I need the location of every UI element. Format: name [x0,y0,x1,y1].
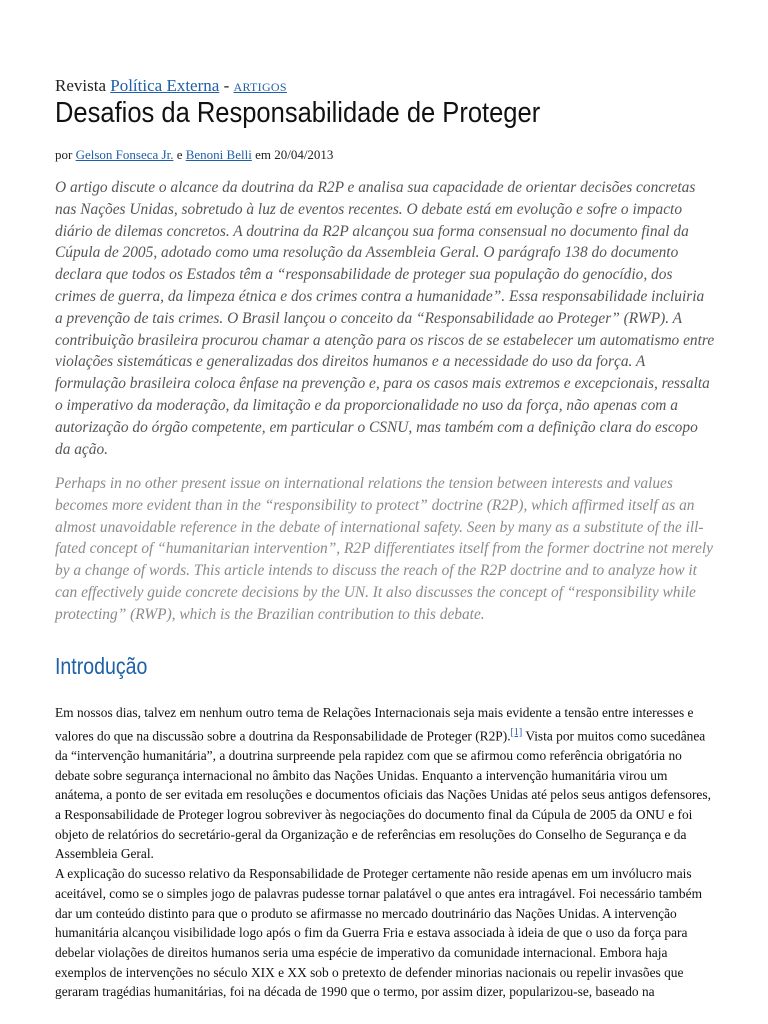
article-title: Desafios da Responsabilidade de Proteger [55,97,541,129]
section-heading-introduction: Introdução [55,653,148,679]
publish-date: em 20/04/2013 [255,147,334,162]
and-label: e [176,147,183,162]
abstract-english: Perhaps in no other present issue on international relations the tension between interests and values becomes more evident than in the “responsibility to protect” doctrine (R2P), which affirmed itself as an almost unavoidable reference in the debate of international safety. Seen by many as a substitute of the ill-fated concept of “humanitarian intervention”, R2P differentiates itself from the former doctrine not merely by a change of words. This article intends to discuss the reach of the R2P doctrine and to analyze how it can effectively guide concrete decisions by the UN. It also discusses the concept of “responsibility while protecting” (RWP), which is the Brazilian contribution to this debate. [55,475,714,623]
separator: - [223,76,230,95]
paragraph-1-text-b: Vista por muitos como sucedânea da “intervenção humanitária”, a doutrina surpreende pela rapidez com que se afirmou como referência obrigatória no debate sobre segurança internacional no âmbito das Nações Unidas. Enquanto a intervenção humanitária virou um anátema, a ponto de ser evitada em resoluções e documentos oficiais das Nações Unidas até pelos seus antigos defensores, a Responsabilidade de Proteger logrou sobreviver às negociações do documento final da Cúpula de 2005 da ONU e foi objeto de relatórios do secretário-geral da Organização e de referências em resoluções do Conselho de Segurança e da Assembleia Geral. [55,728,711,862]
publication-line [55,76,287,96]
abstract-portuguese: O artigo discute o alcance da doutrina da R2P e analisa sua capacidade de orientar decisões concretas nas Nações Unidas, sobretudo à luz de eventos recentes. O debate está em evolução e sofre o impacto diário de dilemas concretos. A doutrina da R2P alcançou sua forma consensual no documento final da Cúpula de 2005, adotado como uma resolução da Assembleia Geral. O parágrafo 138 do documento declara que todos os Estados têm a “responsabilidade de proteger sua população do genocídio, dos crimes de guerra, da limpeza étnica e dos crimes contra a humanidade”. Essa responsabilidade incluiria a prevenção de tais crimes. O Brasil lançou o conceito da “Responsabilidade ao Proteger” (RWP). A contribuição brasileira procurou chamar a atenção para os riscos de se estabelecer um automatismo entre violações sistemáticas e generalizadas dos direitos humanos e a necessidade do uso da força. A formulação brasileira coloca ênfase na prevenção e, para os casos mais extremos e excepcionais, ressalta o imperativo da moderação, da limitação e da proporcionalidade no uso da força, não apenas com a autorização do órgão competente, em particular o CSNU, mas também com a definição clara do escopo da ação. [55,179,715,458]
publication-prefix: Revista [55,76,106,95]
paragraph-1 [55,703,715,864]
author-link-1[interactable]: Gelson Fonseca Jr. [75,147,174,162]
paragraph-1-text-a: Em nossos dias, talvez em nenhum outro tema de Relações Internacionais seja mais evidente a tensão entre interesses e valores do que na discussão sobre a doutrina da Responsabilidade de Proteger (R2P). [55,705,694,744]
author-link-2[interactable]: Benoni Belli [185,147,252,162]
magazine-link[interactable]: Política Externa [110,76,220,95]
byline [55,147,333,163]
section-link[interactable]: ARTIGOS [233,80,287,94]
by-label: por [55,147,73,162]
paragraph-2: A explicação do sucesso relativo da Responsabilidade de Proteger certamente não reside apenas em um invólucro mais aceitável, como se o simples jogo de palavras pudesse tornar palatável o que antes era intragável. Foi necessário também dar um conteúdo distinto para que o produto se afirmasse no mercado doutrinário das Nações Unidas. A intervenção humanitária alcançou visibilidade logo após o fim da Guerra Fria e estava associada à ideia de que o uso da força para debelar violações de direitos humanos seria uma espécie de imperativo da comunidade internacional. Embora haja exemplos de intervenções no século XIX e XX sob o pretexto de defender minorias nacionais ou repelir invasões que geraram tragédias humanitárias, foi na década de 1990 que o termo, por assim dizer, popularizou-se, baseado na [55,866,702,1000]
article-body [55,703,715,1002]
footnote-ref-1[interactable]: [1] [510,726,523,738]
